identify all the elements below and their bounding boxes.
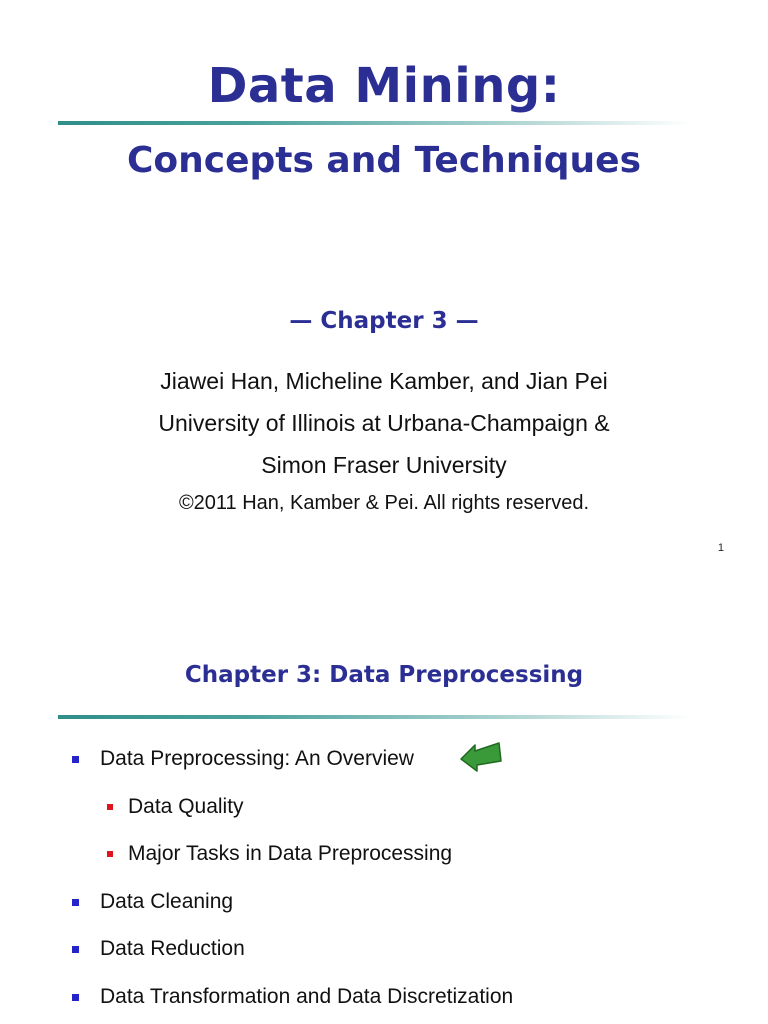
list-item xyxy=(107,795,244,819)
bullet-square-icon xyxy=(72,899,79,906)
bullet-square-icon xyxy=(72,756,79,763)
chapter-label: — Chapter 3 — xyxy=(289,308,479,334)
list-item xyxy=(72,747,414,771)
affiliation-line-2: Simon Fraser University xyxy=(261,452,507,478)
bullet-square-icon xyxy=(72,994,79,1001)
slide-title: Chapter 3: Data Preprocessing xyxy=(184,662,584,688)
green-left-arrow-icon xyxy=(459,739,503,773)
list-item-label: Data Preprocessing: An Overview xyxy=(100,747,414,770)
slide-title: Data Mining: xyxy=(207,58,561,114)
list-item xyxy=(107,842,452,866)
list-item-label: Data Quality xyxy=(128,795,244,818)
copyright-notice: ©2011 Han, Kamber & Pei. All rights reserved. xyxy=(178,492,590,514)
list-item xyxy=(72,985,513,1009)
list-item xyxy=(72,937,245,961)
outline-slide xyxy=(0,580,768,1024)
bullet-square-icon xyxy=(107,851,113,857)
list-item xyxy=(72,890,233,914)
authors: Jiawei Han, Micheline Kamber, and Jian Pei xyxy=(160,368,608,394)
title-divider xyxy=(58,715,690,719)
bullet-square-icon xyxy=(72,946,79,953)
title-divider xyxy=(58,121,690,125)
affiliation-line-1: University of Illinois at Urbana-Champaign & xyxy=(158,410,610,436)
slide-subtitle: Concepts and Techniques xyxy=(126,140,642,181)
list-item-label: Data Reduction xyxy=(100,937,245,960)
list-item-label: Data Transformation and Data Discretization xyxy=(100,985,514,1008)
bullet-square-icon xyxy=(107,804,113,810)
list-item-label: Major Tasks in Data Preprocessing xyxy=(128,842,453,865)
list-item-label: Data Cleaning xyxy=(100,890,234,913)
page-number: 1 xyxy=(717,542,724,554)
